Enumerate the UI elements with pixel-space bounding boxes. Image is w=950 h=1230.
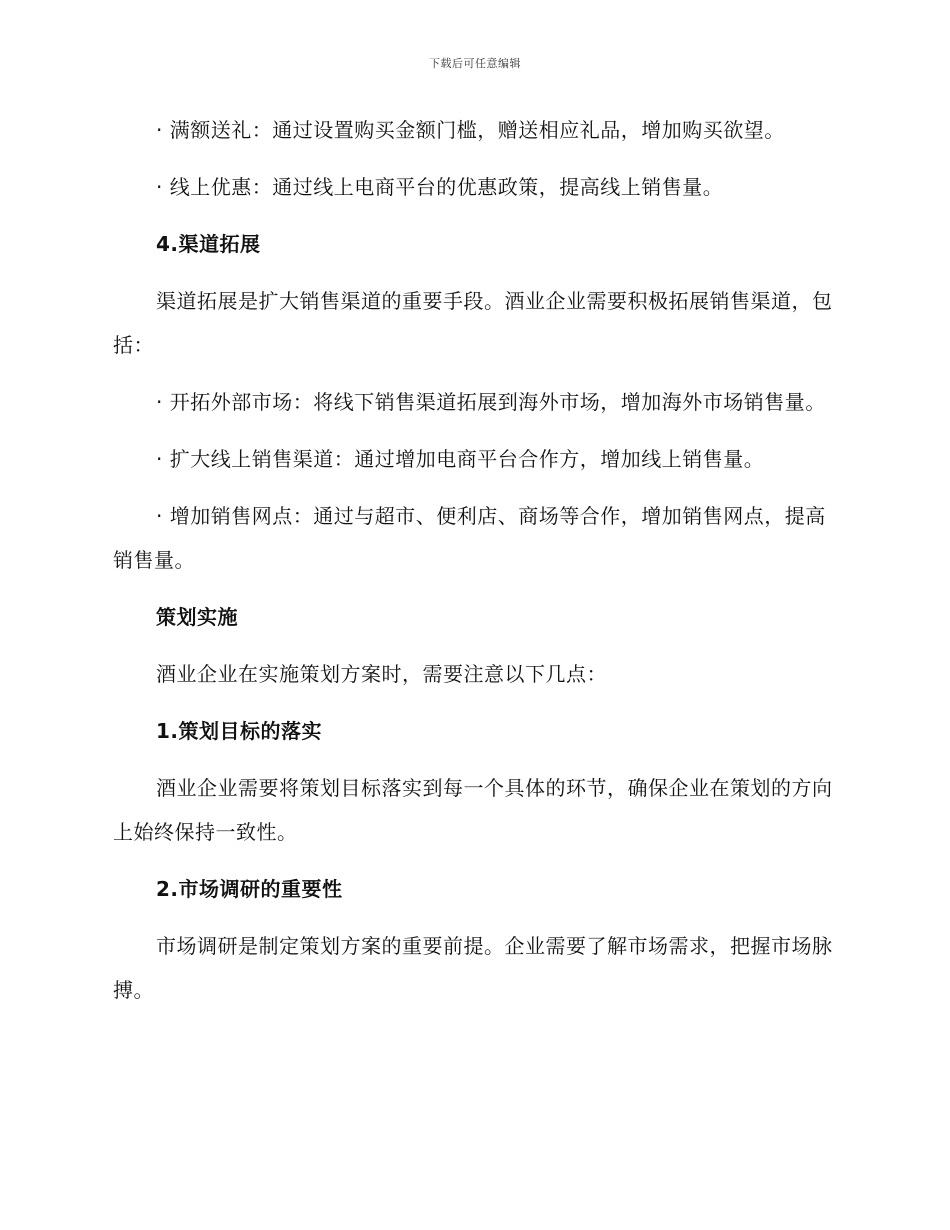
section-heading-implementation: 策划实施	[156, 605, 238, 629]
bullet-online-discount: · 线上优惠：通过线上电商平台的优惠政策，提高线上销售量。	[156, 175, 724, 199]
paragraph-channel-expansion: 渠道拓展是扩大销售渠道的重要手段。酒业企业需要积极拓展销售渠道，包括：	[113, 289, 833, 357]
bullet-external-market: · 开拓外部市场：将线下销售渠道拓展到海外市场，增加海外市场销售量。	[156, 390, 826, 414]
section-heading-channel-expansion: 4.渠道拓展	[156, 232, 261, 256]
section-heading-market-research: 2.市场调研的重要性	[156, 877, 343, 901]
document-body	[113, 108, 833, 1025]
section-heading-goal-execution: 1.策划目标的落实	[156, 719, 323, 743]
bullet-online-channels: · 扩大线上销售渠道：通过增加电商平台合作方，增加线上销售量。	[156, 447, 765, 471]
bullet-sales-outlets: · 增加销售网点：通过与超市、便利店、商场等合作，增加销售网点，提高销售量。	[113, 504, 826, 572]
page-header-note: 下载后可任意编辑	[429, 57, 521, 70]
bullet-full-amount-gift: · 满额送礼：通过设置购买金额门槛，赠送相应礼品，增加购买欲望。	[156, 118, 785, 142]
paragraph-implementation-intro: 酒业企业在实施策划方案时，需要注意以下几点：	[156, 662, 607, 686]
paragraph-goal-execution: 酒业企业需要将策划目标落实到每一个具体的环节，确保企业在策划的方向上始终保持一致性。	[113, 776, 833, 844]
paragraph-market-research: 市场调研是制定策划方案的重要前提。企业需要了解市场需求，把握市场脉搏。	[113, 934, 833, 1002]
